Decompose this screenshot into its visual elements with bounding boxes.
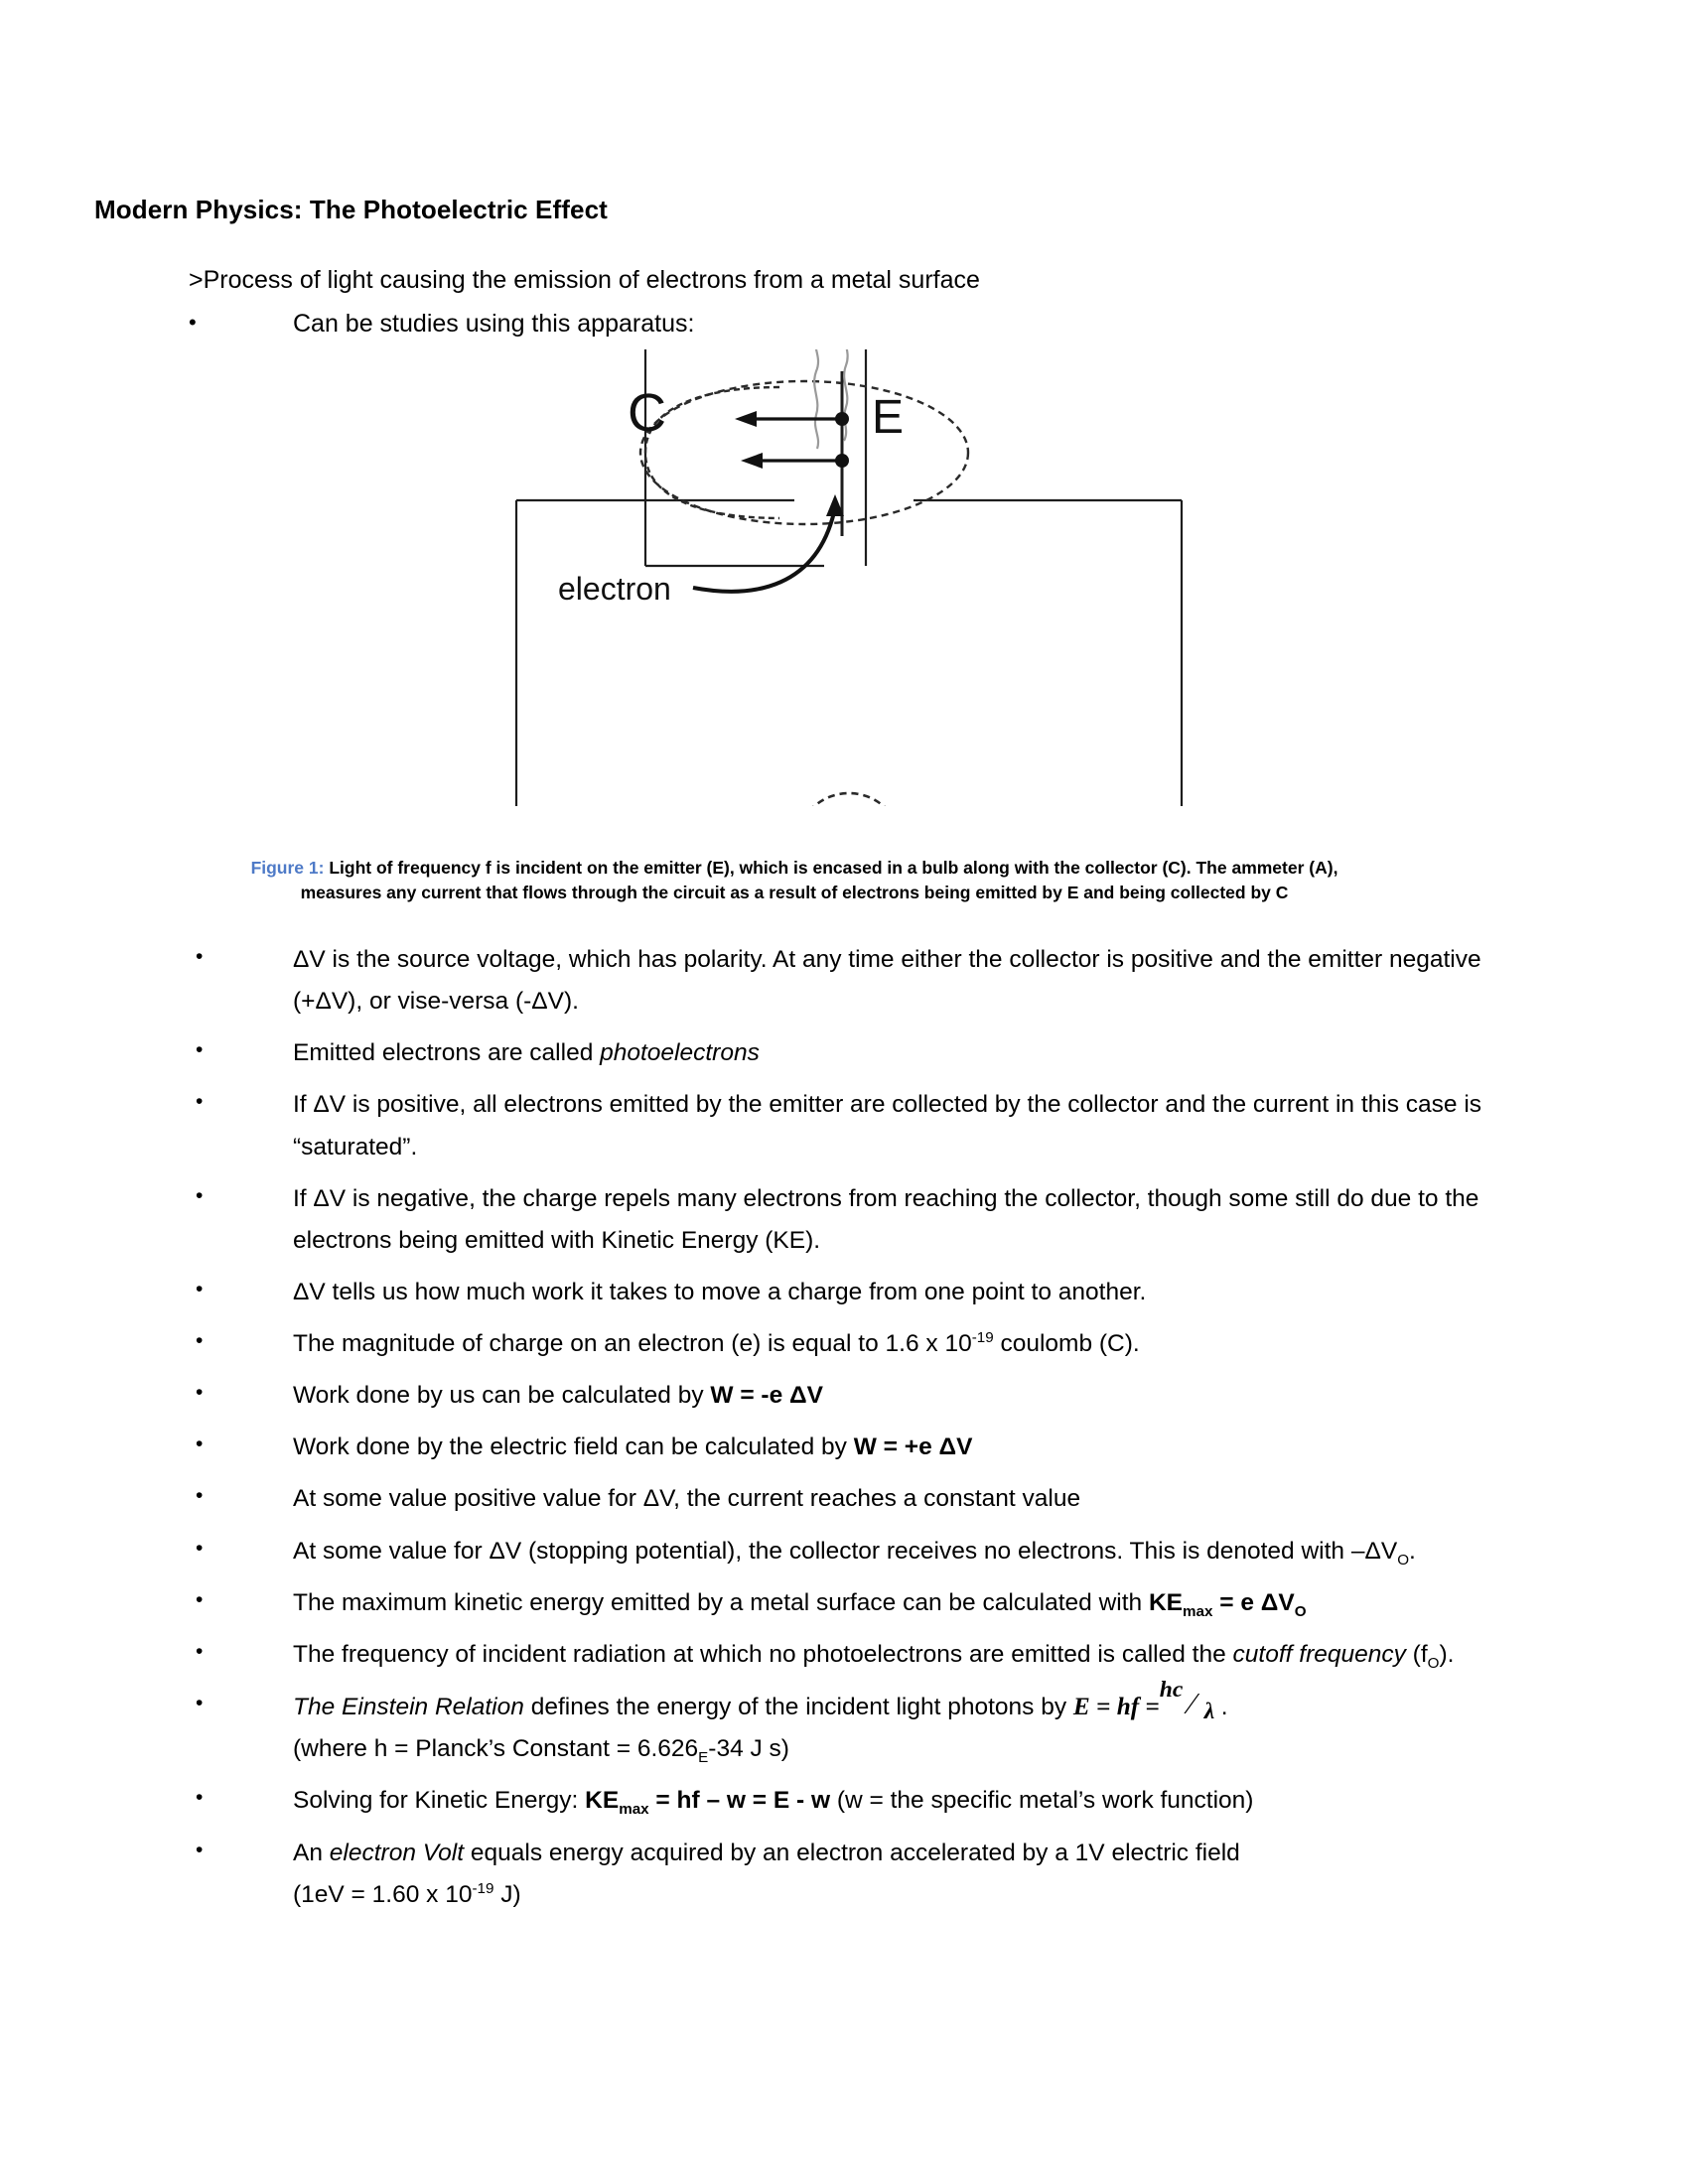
formula-ke-label: KE [1148,1588,1184,1616]
figure-caption-label: Figure 1: [250,858,325,878]
subscript-max: max [619,1801,649,1819]
ev-conversion-pre: (1eV = 1.60 x 10 [293,1880,473,1908]
term-cutoff-frequency: cutoff frequency [1232,1640,1406,1668]
bullet-electron-volt [189,1833,1489,1916]
bullet-text-pre: Work done by us can be calculated by [293,1382,711,1410]
bullet-stopping-potential [189,1531,1489,1572]
bullet-text-post: ). [1439,1640,1455,1668]
term-electron-volt: electron Volt [329,1839,465,1866]
exponent: -19 [971,1328,994,1346]
bullet-text-pre: At some value for ΔV (stopping potential), the collector receives no electrons. This is denoted with –ΔV [293,1537,1398,1565]
bullet-glyph: • [196,1691,204,1714]
bullet-text: ΔV tells us how much work it takes to move a charge from one point to another. [293,1278,1147,1305]
figure-caption-line1: Light of frequency f is incident on the emitter (E), which is encased in a bulb along with the collector (C). The ammeter (A), [329,858,1338,878]
collector-label: C [628,383,666,443]
electron-callout-arrow [693,494,844,592]
formula-ke-rhs: = e ΔV [1212,1588,1295,1616]
subscript-o: O [1427,1654,1440,1672]
fraction-slash: ⁄ [1189,1687,1195,1721]
bullet-text-post: equals energy acquired by an electron accelerated by a 1V electric field [464,1839,1240,1866]
subscript: O [1397,1551,1410,1569]
formula-work-us: W = -e ΔV [710,1382,823,1410]
bullet-positive-dv-saturated [189,1084,1489,1167]
bullet-text-pre: The magnitude of charge on an electron (e) is equal to 1.6 x 10 [293,1330,972,1357]
electron-label: electron [558,571,671,607]
notes-bullet-list [189,939,1489,1926]
bullet-text [293,1780,1489,1822]
plancks-constant-post: -34 J s) [708,1735,789,1763]
intro-line: >Process of light causing the emission of electrons from a metal surface [189,266,980,294]
bullet-text-post: coulomb (C). [993,1330,1140,1357]
bullet-glyph: • [196,1277,204,1300]
bullet-work-done-by-field [189,1427,1489,1468]
bullet-glyph: • [196,1786,204,1810]
bullet-text-pre: Solving for Kinetic Energy: [293,1787,586,1815]
figure-caption-line2: measures any current that flows through the circuit as a result of electrons being emitted by E and being collected by C [300,883,1289,903]
bullet-glyph: • [196,1639,204,1663]
term-einstein-relation: The Einstein Relation [293,1693,524,1720]
bullet-text [293,1375,1489,1417]
bullet-work-done-by-us [189,1375,1489,1417]
bullet-text-mid: (f [1405,1640,1428,1668]
formula-ke-rhs: = hf – w = E - w [648,1787,831,1815]
light-ray-wave-1 [814,349,818,449]
bullet-glyph: • [196,1381,204,1405]
bullet-glyph: • [196,1329,204,1352]
bullet-glyph: • [196,1536,204,1560]
emitter-label: E [872,391,905,444]
circuit-loop [516,500,1182,806]
bullet-constant-current [189,1478,1489,1520]
formula-trailing-period: . [1220,1693,1228,1720]
bullet-text [293,1677,1489,1771]
bullet-glyph: • [196,1090,204,1114]
bullet-text [293,1032,1489,1074]
bullet-text-pre: The maximum kinetic energy emitted by a metal surface can be calculated with [293,1588,1149,1616]
ev-conversion-post: J) [493,1880,521,1908]
electron-path-arrow-top [735,411,839,427]
bullet-text-pre: The frequency of incident radiation at which no photoelectrons are emitted is called the [293,1640,1233,1668]
bullet-glyph: • [196,1587,204,1611]
bullet-text-pre: Work done by the electric field can be calculated by [293,1433,854,1461]
formula-einstein-lhs: E = hf = [1072,1693,1160,1720]
bullet-glyph: • [196,1433,204,1456]
bullet-source-voltage-polarity [189,939,1489,1023]
formula-work-field: W = +e ΔV [853,1433,973,1461]
exponent: -19 [472,1879,494,1897]
bullet-glyph: • [196,1838,204,1861]
electron-path-arrow-middle [741,453,839,469]
bullet-text-pre: defines the energy of the incident light photons by [523,1693,1073,1720]
plancks-constant-sub: E [698,1749,709,1767]
bullet-text [293,1833,1489,1916]
bullet-text: If ΔV is negative, the charge repels many electrons from reaching the collector, though some still do due to the electrons being emitted with Kinetic Energy (KE). [293,1184,1479,1254]
bullet-glyph: • [196,1484,204,1508]
formula-ke-solved [585,1787,831,1819]
ammeter-circle [796,793,902,806]
bulb-outline [640,381,968,524]
bullet-text-italic: photoelectrons [600,1039,760,1067]
plancks-constant-pre: (where h = Planck’s Constant = 6.626 [293,1735,699,1763]
bullet-glyph: • [196,1038,204,1062]
page-title: Modern Physics: The Photoelectric Effect [94,195,608,224]
bullet-dv-work [189,1272,1489,1313]
intro-bullet-label: Can be studies using this apparatus: [293,310,695,338]
apparatus-figure [496,349,1211,806]
bullet-photoelectrons [189,1032,1489,1074]
bullet-cutoff-frequency [189,1634,1489,1676]
formula-ke-label: KE [585,1787,620,1815]
bullet-text [293,1582,1489,1624]
bullet-solving-kinetic-energy [189,1780,1489,1822]
formula-ke-max [1148,1588,1307,1620]
light-ray-wave-2 [844,349,848,441]
bullet-electron-charge [189,1323,1489,1365]
fraction-numerator: hc [1159,1677,1184,1704]
bullet-text: If ΔV is positive, all electrons emitted by the emitter are collected by the collector and the current in this case is “saturated”. [293,1091,1482,1160]
bullet-glyph: • [196,945,204,968]
bullet-text [293,1323,1489,1365]
subscript-max: max [1183,1602,1213,1620]
fraction-denominator: λ [1203,1699,1215,1725]
bullet-glyph: • [189,310,197,335]
bullet-text-pre: Emitted electrons are called [293,1039,601,1067]
bullet-einstein-relation [189,1677,1489,1771]
bullet-glyph: • [196,1183,204,1207]
figure-caption [114,856,1475,906]
bullet-negative-dv-repels [189,1178,1489,1262]
bullet-text-post: (w = the specific metal’s work function) [830,1787,1254,1815]
bullet-text-pre: An [293,1839,330,1866]
subscript-o: O [1294,1602,1307,1620]
apparatus-diagram [496,349,1211,806]
bullet-ke-max [189,1582,1489,1624]
bullet-text [293,1427,1489,1468]
bullet-text: At some value positive value for ΔV, the current reaches a constant value [293,1485,1081,1513]
bullet-text [293,1634,1489,1676]
bullet-text [293,1531,1489,1572]
formula-hc-over-lambda [1159,1677,1221,1725]
bullet-text: ΔV is the source voltage, which has polarity. At any time either the collector is positive and the emitter negative (+ΔV), or vise-versa (-ΔV). [293,946,1481,1016]
bullet-text-post: . [1409,1537,1416,1565]
